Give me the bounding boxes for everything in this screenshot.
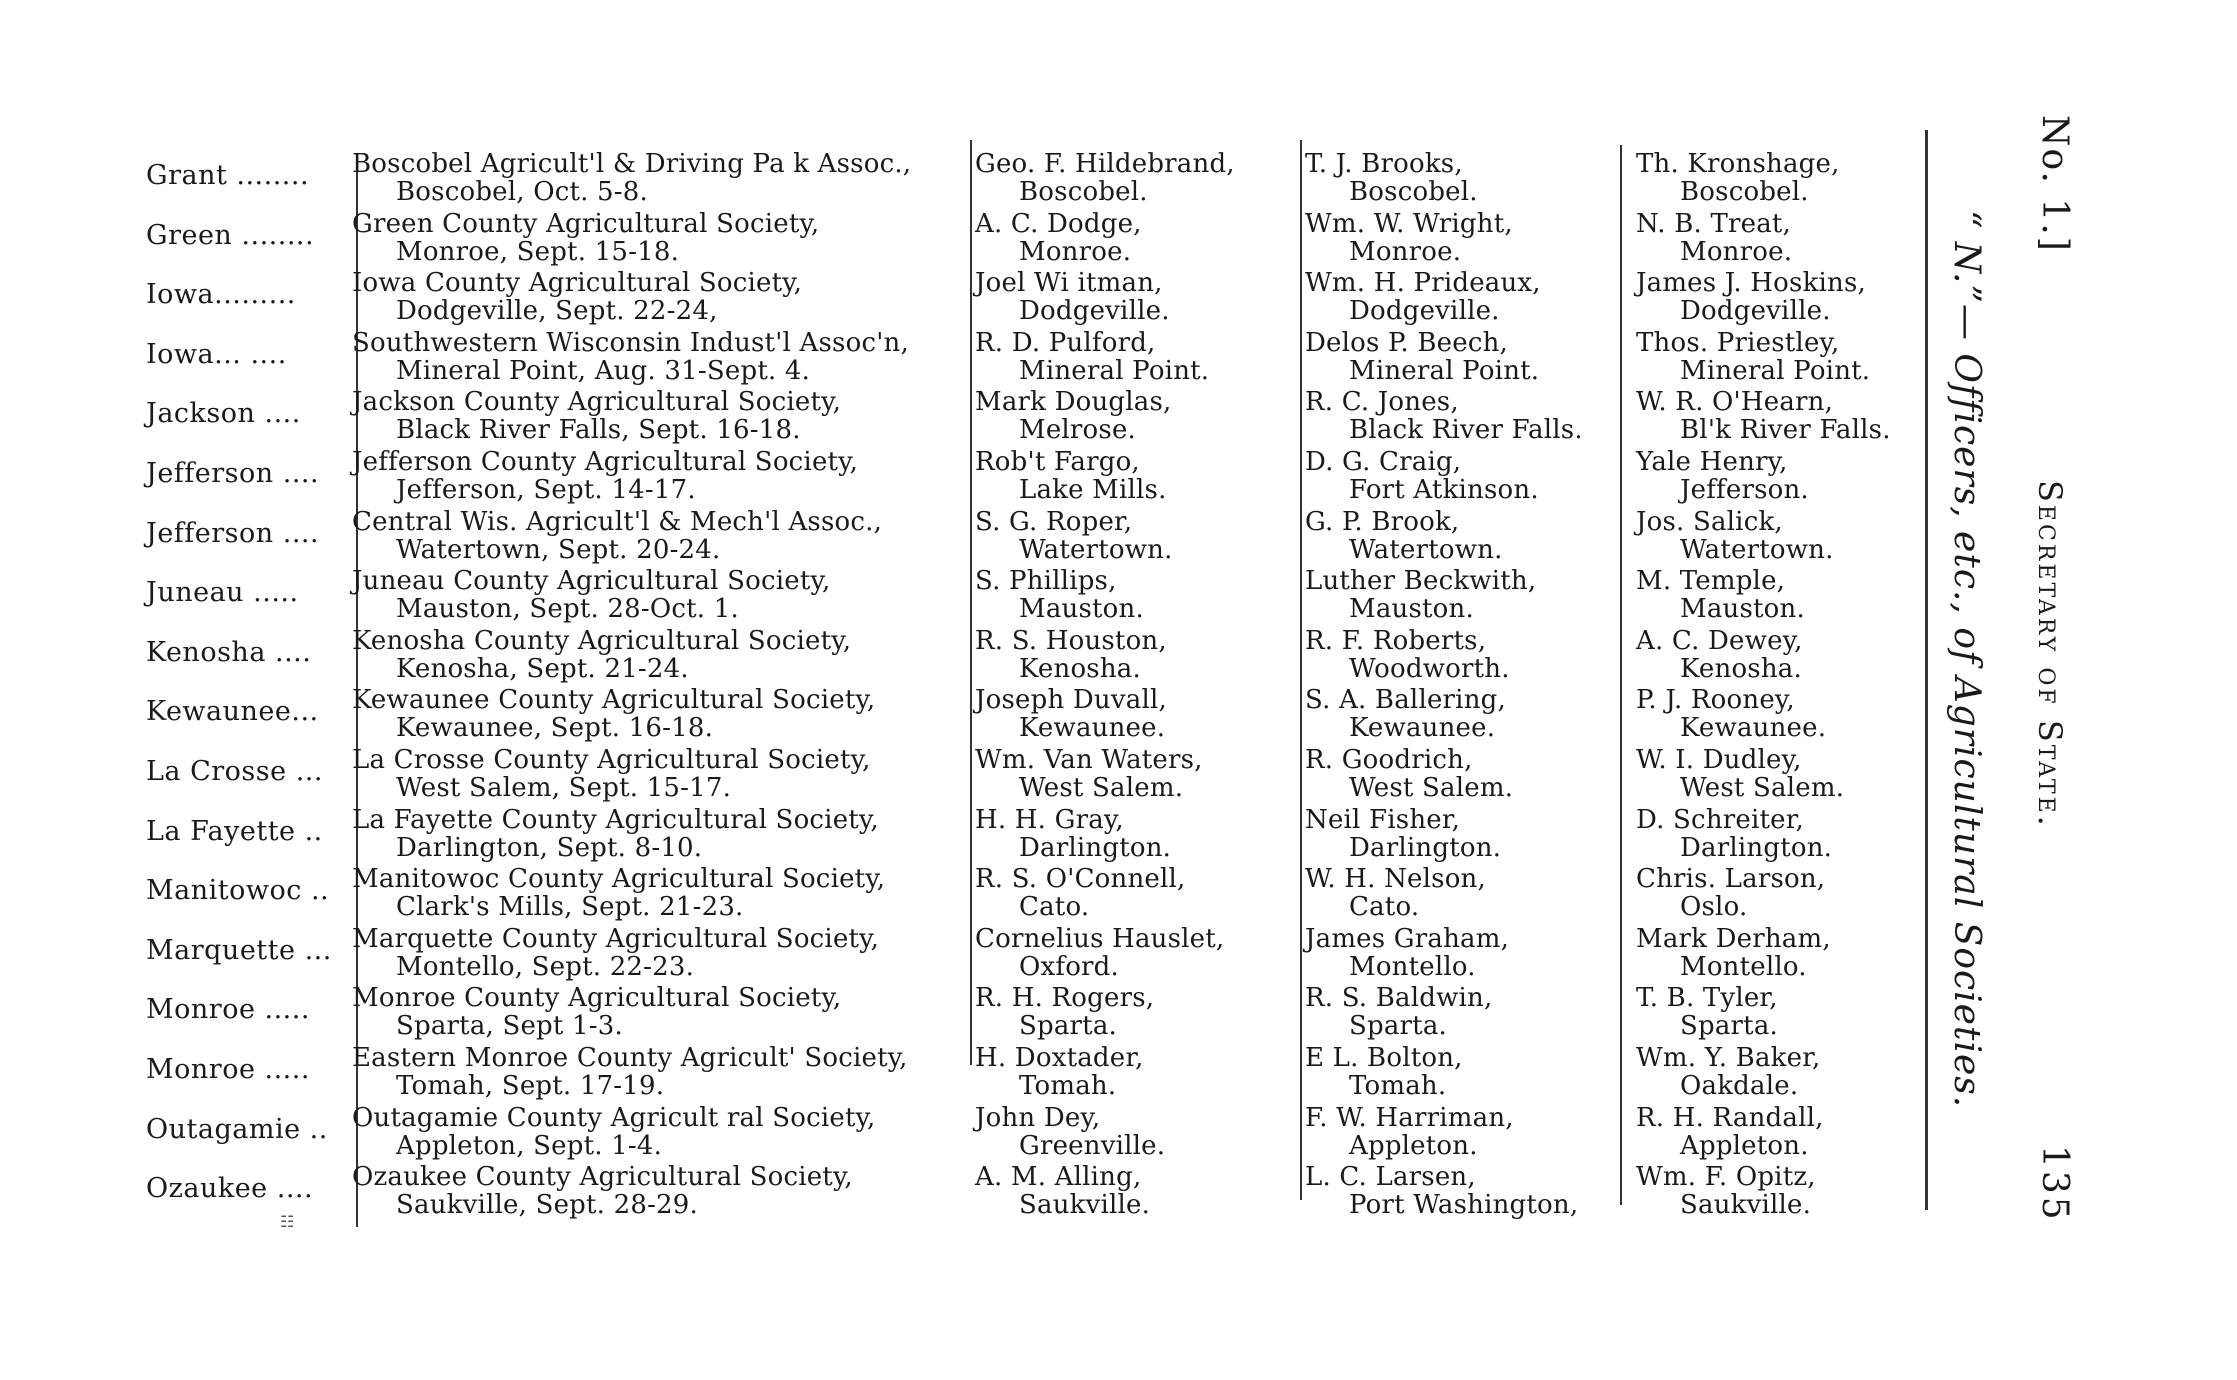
president-name: R. S. O'Connell, bbox=[975, 864, 1186, 895]
secretary-town: Dodgeville. bbox=[1349, 296, 1500, 327]
society-entry bbox=[352, 567, 830, 623]
society-entry bbox=[352, 1163, 853, 1219]
table-row bbox=[140, 269, 1950, 329]
county-name: Grant ........ bbox=[146, 160, 310, 191]
treasurer-entry bbox=[1636, 150, 1840, 206]
president-name: A. M. Alling, bbox=[975, 1162, 1142, 1193]
treasurer-town: Dodgeville. bbox=[1680, 296, 1831, 327]
treasurer-entry bbox=[1636, 567, 1805, 623]
fair-place-date: Mauston, Sept. 28-Oct. 1. bbox=[396, 594, 739, 625]
secretary-town: Fort Atkinson. bbox=[1349, 474, 1539, 505]
president-town: Saukville. bbox=[1019, 1190, 1151, 1221]
table-title: “ N.”— Officers, etc., of Agricultural Societies. bbox=[1946, 210, 1987, 1109]
issue-number: No. 1.] bbox=[2034, 115, 2075, 253]
president-name: R. D. Pulford, bbox=[975, 327, 1156, 358]
secretary-entry bbox=[1305, 1044, 1463, 1100]
treasurer-town: Oakdale. bbox=[1680, 1070, 1799, 1101]
secretary-town: Watertown. bbox=[1349, 534, 1503, 565]
society-entry bbox=[352, 388, 841, 444]
table-row bbox=[140, 210, 1950, 270]
treasurer-name: T. B. Tyler, bbox=[1636, 983, 1778, 1014]
secretary-entry bbox=[1305, 806, 1501, 862]
treasurer-town: West Salem. bbox=[1680, 772, 1845, 803]
society-name: Iowa County Agricultural Society, bbox=[352, 268, 803, 299]
president-entry bbox=[975, 567, 1144, 623]
county-name: Ozaukee .... bbox=[146, 1173, 314, 1205]
president-entry bbox=[975, 746, 1203, 802]
fair-place-date: Kenosha, Sept. 21-24. bbox=[396, 653, 689, 684]
secretary-town: Port Washington, bbox=[1349, 1190, 1579, 1221]
treasurer-name: Th. Kronshage, bbox=[1636, 149, 1840, 179]
president-entry bbox=[975, 448, 1167, 504]
secretary-name: Wm. W. Wright, bbox=[1305, 208, 1513, 239]
president-town: Lake Mills. bbox=[1019, 474, 1167, 505]
president-name: Wm. Van Waters, bbox=[975, 744, 1203, 775]
secretary-name: Delos P. Beech, bbox=[1305, 327, 1509, 358]
treasurer-town: Montello. bbox=[1680, 951, 1807, 982]
treasurer-town: Saukville. bbox=[1680, 1190, 1812, 1221]
secretary-town: Darlington. bbox=[1349, 832, 1502, 863]
county-name: Iowa......... bbox=[146, 279, 296, 311]
president-name: Cornelius Hauslet, bbox=[975, 923, 1225, 954]
secretary-town: Cato. bbox=[1349, 892, 1420, 923]
county-name: La Fayette .. bbox=[146, 815, 323, 847]
president-town: Monroe. bbox=[1019, 236, 1132, 267]
secretary-name: Wm. H. Prideaux, bbox=[1305, 268, 1541, 299]
treasurer-town: Mauston. bbox=[1680, 594, 1805, 625]
fair-place-date: Clark's Mills, Sept. 21-23. bbox=[396, 892, 744, 923]
secretary-entry bbox=[1305, 925, 1509, 981]
treasurer-entry bbox=[1636, 1163, 1816, 1219]
president-entry bbox=[975, 269, 1170, 325]
treasurer-name: Chris. Larson, bbox=[1636, 864, 1826, 895]
society-name: Juneau County Agricultural Society, bbox=[352, 566, 831, 597]
table-row bbox=[140, 1044, 1950, 1104]
treasurer-name: Wm. F. Opitz, bbox=[1636, 1162, 1816, 1193]
president-name: Joel Wi itman, bbox=[975, 268, 1163, 299]
secretary-entry bbox=[1305, 686, 1506, 742]
secretary-name: D. G. Craig, bbox=[1305, 446, 1462, 477]
secretary-town: Tomah. bbox=[1349, 1070, 1447, 1101]
president-entry bbox=[975, 865, 1186, 921]
president-town: Darlington. bbox=[1019, 832, 1172, 863]
secretary-entry bbox=[1305, 210, 1513, 266]
president-town: Kenosha. bbox=[1019, 653, 1141, 684]
county-name: Jefferson .... bbox=[146, 517, 320, 549]
president-entry bbox=[975, 1044, 1144, 1100]
president-town: Kewaunee. bbox=[1019, 713, 1166, 744]
table-row bbox=[140, 925, 1950, 985]
society-name: Jackson County Agricultural Society, bbox=[352, 387, 842, 418]
secretary-entry bbox=[1305, 388, 1583, 444]
president-name: Geo. F. Hildebrand, bbox=[975, 149, 1235, 179]
table-row bbox=[140, 388, 1950, 448]
secretary-town: Kewaunee. bbox=[1349, 713, 1496, 744]
society-name: Central Wis. Agricult'l & Mech'l Assoc., bbox=[352, 506, 883, 537]
secretary-entry bbox=[1305, 1104, 1514, 1160]
secretary-name: R. F. Roberts, bbox=[1305, 625, 1487, 656]
secretary-town: Mineral Point. bbox=[1349, 355, 1540, 386]
society-entry bbox=[352, 269, 802, 325]
treasurer-entry bbox=[1636, 686, 1826, 742]
treasurer-town: Kewaunee. bbox=[1680, 713, 1827, 744]
treasurer-entry bbox=[1636, 627, 1803, 683]
table-row bbox=[140, 686, 1950, 746]
table-row bbox=[140, 150, 1950, 210]
treasurer-town: Appleton. bbox=[1680, 1130, 1809, 1161]
county-name: Marquette ... bbox=[146, 934, 332, 966]
president-entry bbox=[975, 806, 1171, 862]
secretary-entry bbox=[1305, 508, 1503, 564]
table-row bbox=[140, 865, 1950, 925]
president-entry bbox=[975, 210, 1142, 266]
fair-place-date: Tomah, Sept. 17-19. bbox=[396, 1070, 665, 1101]
secretary-name: L. C. Larsen, bbox=[1305, 1162, 1476, 1193]
secretary-entry bbox=[1305, 567, 1536, 623]
president-name: Joseph Duvall, bbox=[975, 685, 1167, 716]
county-name: Jackson .... bbox=[146, 398, 301, 430]
president-entry bbox=[975, 627, 1167, 683]
president-name: R. S. Houston, bbox=[975, 625, 1167, 656]
secretary-entry bbox=[1305, 746, 1513, 802]
county-name: Juneau ..... bbox=[146, 577, 299, 609]
president-entry bbox=[975, 1104, 1165, 1160]
secretary-name: W. H. Nelson, bbox=[1305, 864, 1486, 895]
society-entry bbox=[352, 448, 858, 504]
treasurer-name: Mark Derham, bbox=[1636, 923, 1831, 954]
president-town: Mineral Point. bbox=[1019, 355, 1210, 386]
society-entry bbox=[352, 686, 875, 742]
county-name: Kewaunee... bbox=[146, 696, 319, 728]
secretary-town: Montello. bbox=[1349, 951, 1476, 982]
treasurer-entry bbox=[1636, 865, 1825, 921]
society-entry bbox=[352, 1044, 908, 1100]
secretary-name: Neil Fisher, bbox=[1305, 804, 1461, 835]
president-town: Melrose. bbox=[1019, 415, 1137, 446]
fair-place-date: Sparta, Sept 1-3. bbox=[396, 1011, 623, 1042]
treasurer-entry bbox=[1636, 269, 1866, 325]
society-name: Ozaukee County Agricultural Society, bbox=[352, 1162, 853, 1193]
fair-place-date: Jefferson, Sept. 14-17. bbox=[396, 474, 696, 505]
treasurer-entry bbox=[1636, 448, 1809, 504]
table-row bbox=[140, 567, 1950, 627]
treasurer-name: W. I. Dudley, bbox=[1636, 744, 1802, 775]
treasurer-town: Monroe. bbox=[1680, 236, 1793, 267]
president-name: A. C. Dodge, bbox=[975, 208, 1142, 239]
secretary-entry bbox=[1305, 150, 1478, 206]
treasurer-name: N. B. Treat, bbox=[1636, 208, 1792, 239]
treasurer-name: James J. Hoskins, bbox=[1636, 268, 1866, 299]
president-town: Tomah. bbox=[1019, 1070, 1117, 1101]
secretary-entry bbox=[1305, 269, 1541, 325]
fair-place-date: Saukville, Sept. 28-29. bbox=[396, 1190, 699, 1221]
treasurer-town: Mineral Point. bbox=[1680, 355, 1871, 386]
treasurer-town: Sparta. bbox=[1680, 1011, 1778, 1042]
treasurer-entry bbox=[1636, 388, 1891, 444]
society-entry bbox=[352, 865, 885, 921]
table-row bbox=[140, 806, 1950, 866]
secretary-name: R. Goodrich, bbox=[1305, 744, 1473, 775]
secretary-entry bbox=[1305, 627, 1510, 683]
president-town: Boscobel. bbox=[1019, 177, 1148, 207]
society-entry bbox=[352, 150, 911, 206]
president-town: Mauston. bbox=[1019, 594, 1144, 625]
page-header-rotated bbox=[2020, 115, 2080, 1223]
society-entry bbox=[352, 984, 841, 1040]
society-name: Kewaunee County Agricultural Society, bbox=[352, 685, 876, 716]
treasurer-entry bbox=[1636, 1104, 1824, 1160]
printer-mark-icon: ☷ bbox=[280, 1212, 295, 1231]
society-name: Kenosha County Agricultural Society, bbox=[352, 625, 852, 656]
secretary-town: Sparta. bbox=[1349, 1011, 1447, 1042]
society-entry bbox=[352, 210, 819, 266]
president-entry bbox=[975, 984, 1154, 1040]
fair-place-date: Appleton, Sept. 1-4. bbox=[396, 1130, 663, 1161]
secretary-name: T. J. Brooks, bbox=[1305, 149, 1463, 179]
president-entry bbox=[975, 329, 1209, 385]
treasurer-town: Kenosha. bbox=[1680, 653, 1802, 684]
secretary-name: F. W. Harriman, bbox=[1305, 1102, 1514, 1133]
president-name: R. H. Rogers, bbox=[975, 983, 1155, 1014]
president-entry bbox=[975, 686, 1167, 742]
treasurer-town: Boscobel. bbox=[1680, 177, 1809, 207]
society-entry bbox=[352, 1104, 876, 1160]
fair-place-date: Black River Falls, Sept. 16-18. bbox=[396, 415, 801, 446]
treasurer-name: Wm. Y. Baker, bbox=[1636, 1042, 1821, 1073]
president-town: Sparta. bbox=[1019, 1011, 1117, 1042]
president-entry bbox=[975, 150, 1235, 206]
secretary-name: S. A. Ballering, bbox=[1305, 685, 1506, 716]
society-name: Outagamie County Agricult ral Society, bbox=[352, 1102, 876, 1133]
society-entry bbox=[352, 329, 909, 385]
page-number: 135 bbox=[2034, 1145, 2075, 1223]
fair-place-date: Mineral Point, Aug. 31-Sept. 4. bbox=[396, 355, 811, 386]
treasurer-town: Oslo. bbox=[1680, 892, 1748, 923]
secretary-town: Black River Falls. bbox=[1349, 415, 1583, 446]
secretary-town: Appleton. bbox=[1349, 1130, 1478, 1161]
secretary-entry bbox=[1305, 865, 1486, 921]
president-entry bbox=[975, 925, 1224, 981]
society-name: Manitowoc County Agricultural Society, bbox=[352, 864, 886, 895]
treasurer-name: Jos. Salick, bbox=[1636, 506, 1783, 537]
treasurer-entry bbox=[1636, 508, 1834, 564]
secretary-entry bbox=[1305, 329, 1539, 385]
county-name: Kenosha .... bbox=[146, 636, 312, 668]
treasurer-name: D. Schreiter, bbox=[1636, 804, 1804, 835]
president-name: S. Phillips, bbox=[975, 566, 1117, 597]
society-name: Monroe County Agricultural Society, bbox=[352, 983, 842, 1014]
treasurer-name: P. J. Rooney, bbox=[1636, 685, 1795, 716]
treasurer-name: Thos. Priestley, bbox=[1636, 327, 1840, 358]
fair-place-date: Watertown, Sept. 20-24. bbox=[396, 534, 721, 565]
treasurer-town: Jefferson. bbox=[1680, 474, 1809, 505]
secretary-town: Monroe. bbox=[1349, 236, 1462, 267]
table-title-rotated bbox=[1935, 210, 1995, 1160]
county-name: Manitowoc .. bbox=[146, 875, 330, 907]
secretary-town: Woodworth. bbox=[1349, 653, 1510, 684]
society-name: Marquette County Agricultural Society, bbox=[352, 923, 880, 954]
table-row bbox=[140, 1163, 1950, 1223]
section-heading: Secretary of State. bbox=[2031, 480, 2069, 829]
table-row bbox=[140, 746, 1950, 806]
society-name: Jefferson County Agricultural Society, bbox=[352, 446, 859, 477]
secretary-town: Mauston. bbox=[1349, 594, 1474, 625]
president-town: Greenville. bbox=[1019, 1130, 1166, 1161]
secretary-name: R. C. Jones, bbox=[1305, 387, 1459, 418]
treasurer-entry bbox=[1636, 746, 1844, 802]
president-entry bbox=[975, 508, 1173, 564]
secretary-town: West Salem. bbox=[1349, 772, 1514, 803]
table-row bbox=[140, 329, 1950, 389]
society-name: La Crosse County Agricultural Society, bbox=[352, 744, 871, 775]
treasurer-entry bbox=[1636, 984, 1778, 1040]
fair-place-date: West Salem, Sept. 15-17. bbox=[396, 772, 732, 803]
society-name: Green County Agricultural Society, bbox=[352, 208, 820, 239]
treasurer-entry bbox=[1636, 329, 1870, 385]
society-entry bbox=[352, 806, 879, 862]
secretary-name: R. S. Baldwin, bbox=[1305, 983, 1493, 1014]
county-name: Iowa... .... bbox=[146, 338, 287, 370]
president-entry bbox=[975, 1163, 1150, 1219]
county-name: La Crosse ... bbox=[146, 755, 323, 787]
president-town: Dodgeville. bbox=[1019, 296, 1170, 327]
table-row bbox=[140, 984, 1950, 1044]
county-name: Jefferson .... bbox=[146, 457, 320, 489]
fair-place-date: Dodgeville, Sept. 22-24, bbox=[396, 296, 718, 327]
county-name: Outagamie .. bbox=[146, 1113, 328, 1145]
treasurer-entry bbox=[1636, 925, 1831, 981]
treasurer-town: Watertown. bbox=[1680, 534, 1834, 565]
society-entry bbox=[352, 508, 882, 564]
society-entry bbox=[352, 627, 851, 683]
treasurer-entry bbox=[1636, 1044, 1820, 1100]
table-row bbox=[140, 508, 1950, 568]
fair-place-date: Boscobel, Oct. 5-8. bbox=[396, 177, 648, 207]
treasurer-name: Yale Henry, bbox=[1636, 446, 1788, 477]
county-name: Green ........ bbox=[146, 219, 315, 251]
secretary-entry bbox=[1305, 448, 1539, 504]
table-row bbox=[140, 448, 1950, 508]
secretary-name: Luther Beckwith, bbox=[1305, 566, 1537, 597]
society-entry bbox=[352, 746, 871, 802]
fair-place-date: Monroe, Sept. 15-18. bbox=[396, 236, 680, 267]
president-name: S. G. Roper, bbox=[975, 506, 1133, 537]
fair-place-date: Montello, Sept. 22-23. bbox=[396, 951, 695, 982]
secretary-name: E L. Bolton, bbox=[1305, 1042, 1463, 1073]
society-name: Boscobel Agricult'l & Driving Pa k Assoc., bbox=[352, 149, 912, 179]
society-name: Eastern Monroe County Agricult' Society, bbox=[352, 1042, 908, 1073]
president-town: Oxford. bbox=[1019, 951, 1119, 982]
president-town: West Salem. bbox=[1019, 772, 1184, 803]
secretary-entry bbox=[1305, 984, 1492, 1040]
table-row bbox=[140, 627, 1950, 687]
secretary-town: Boscobel. bbox=[1349, 177, 1478, 207]
treasurer-entry bbox=[1636, 210, 1792, 266]
county-name: Monroe ..... bbox=[146, 1053, 310, 1085]
president-name: H. H. Gray, bbox=[975, 804, 1124, 835]
treasurer-entry bbox=[1636, 806, 1832, 862]
treasurer-name: R. H. Randall, bbox=[1636, 1102, 1824, 1133]
president-town: Watertown. bbox=[1019, 534, 1173, 565]
secretary-entry bbox=[1305, 1163, 1578, 1219]
treasurer-town: Darlington. bbox=[1680, 832, 1833, 863]
society-entry bbox=[352, 925, 879, 981]
president-name: Mark Douglas, bbox=[975, 387, 1172, 418]
table-row bbox=[140, 1104, 1950, 1164]
society-name: Southwestern Wisconsin Indust'l Assoc'n, bbox=[352, 327, 909, 358]
treasurer-name: A. C. Dewey, bbox=[1636, 625, 1803, 656]
treasurer-name: W. R. O'Hearn, bbox=[1636, 387, 1834, 418]
president-name: H. Doxtader, bbox=[975, 1042, 1144, 1073]
secretary-name: G. P. Brook, bbox=[1305, 506, 1460, 537]
society-name: La Fayette County Agricultural Society, bbox=[352, 804, 879, 835]
fair-place-date: Darlington, Sept. 8-10. bbox=[396, 832, 703, 863]
treasurer-name: M. Temple, bbox=[1636, 566, 1786, 597]
treasurer-town: Bl'k River Falls. bbox=[1680, 415, 1891, 446]
county-name: Monroe ..... bbox=[146, 994, 310, 1026]
president-town: Cato. bbox=[1019, 892, 1090, 923]
president-name: Rob't Fargo, bbox=[975, 446, 1140, 477]
societies-table bbox=[140, 150, 1950, 1223]
fair-place-date: Kewaunee, Sept. 16-18. bbox=[396, 713, 714, 744]
president-name: John Dey, bbox=[975, 1102, 1101, 1133]
president-entry bbox=[975, 388, 1171, 444]
secretary-name: James Graham, bbox=[1305, 923, 1510, 954]
